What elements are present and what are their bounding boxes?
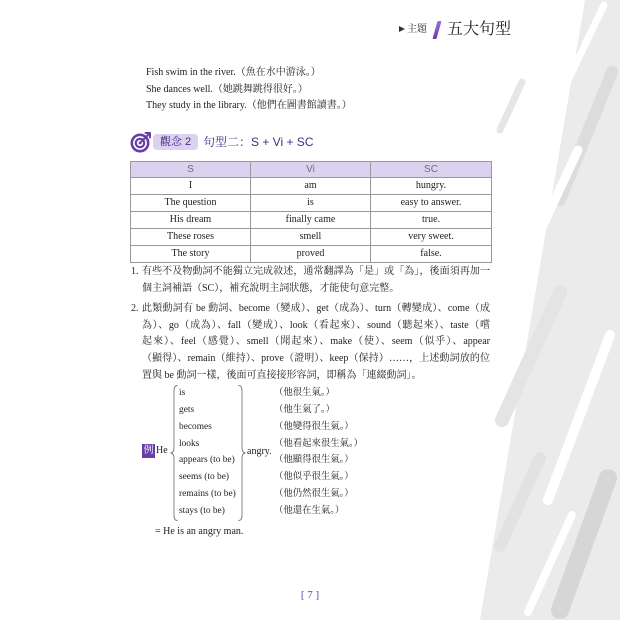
chapter-title: 五大句型 (447, 21, 512, 38)
note-line: 置與 be 動詞一樣，後面可直接接形容詞，即稱為「連綴動詞」。 (142, 369, 422, 381)
note-line: 為）、go（成為）、fall（變成）、look（看起來）、sound（聽起來）、taste（嚐 (142, 319, 490, 331)
example-sentence: She dances well.（她跳舞跳得很好。） (146, 83, 308, 95)
example-complement: angry. (247, 446, 272, 457)
note-line: （顯得）、remain（維持）、prove（證明）、keep（保持）……，上述動詞放的位 (142, 353, 490, 365)
verb-option: gets (179, 404, 195, 415)
example-badge: 例 (143, 445, 154, 456)
example-equivalent: = He is an angry man. (155, 526, 244, 537)
table-cell-verb: proved (251, 246, 371, 263)
target-icon (130, 131, 152, 153)
concept-title: 句型二：S + Vi + SC (203, 135, 314, 149)
table-header-complement: SC (371, 162, 492, 178)
note-line: 起來）、feel（感覺）、smell（聞起來）、make（使）、seem（似乎）、appear (142, 336, 490, 348)
translation-list (274, 385, 363, 520)
translation-line: （他似乎很生氣。） (274, 472, 354, 483)
play-triangle-icon (399, 26, 405, 32)
verb-option: remains (to be) (179, 489, 236, 500)
page-number: [ 7 ] (300, 589, 320, 601)
verb-option: is (179, 388, 186, 398)
table-cell-verb: smell (251, 229, 371, 246)
table-header-row (131, 162, 492, 178)
concept-badge: 觀念 2 (153, 134, 198, 150)
sentence-pattern-table (130, 161, 492, 263)
translation-line: （他顯得很生氣。） (274, 455, 354, 466)
translation-line: （他還在生氣。） (274, 505, 345, 516)
table-cell-verb: is (251, 195, 371, 212)
table-cell-complement: false. (371, 246, 492, 263)
translation-line: （他生氣了。） (274, 404, 335, 415)
table-cell-complement: true. (371, 212, 492, 229)
note-item (131, 264, 490, 297)
left-brace-icon (170, 385, 178, 521)
note-number: 2. (131, 303, 139, 314)
table-cell-subject: These roses (131, 229, 251, 246)
verb-option: seems (to be) (179, 472, 229, 483)
table-header-verb: Vi (251, 162, 371, 178)
topic-label: 主題 (407, 24, 427, 35)
translation-line: （他仍然很生氣。） (274, 489, 354, 500)
translation-line: （他變得很生氣。） (274, 421, 354, 432)
example-subject: He (156, 445, 168, 456)
table-cell-subject: The question (131, 195, 251, 212)
table-row (131, 229, 492, 246)
table-row (131, 178, 492, 195)
example-sentence: Fish swim in the river.（魚在水中游泳。） (146, 67, 321, 78)
note-line: 有些不及物動詞不能獨立完成敘述，通常翻譯為「是」或「為」，後面須再加一 (142, 266, 490, 277)
translation-line: （他看起來很生氣。） (274, 438, 364, 449)
table-header-subject: S (131, 162, 251, 178)
example-sentence: They study in the library.（他們在圖書館讀書。） (146, 100, 352, 111)
note-line: 此類動詞有 be 動詞、become（變成）、get（成為）、turn（轉變成）、come（成 (142, 303, 490, 314)
translation-line: （他很生氣。） (274, 388, 335, 398)
table-row (131, 212, 492, 229)
table-cell-subject: I (131, 178, 251, 195)
table-row (131, 246, 492, 263)
verb-option: becomes (179, 421, 212, 432)
table-cell-complement: hungry. (371, 178, 492, 195)
table-cell-complement: easy to answer. (371, 195, 492, 212)
table-cell-complement: very sweet. (371, 229, 492, 246)
table-cell-subject: His dream (131, 212, 251, 229)
note-line: 個主詞補語（SC），補充說明主詞狀態，才能使句意完整。 (142, 282, 400, 294)
table-cell-verb: am (251, 178, 371, 195)
note-number: 1. (131, 266, 139, 277)
verb-option: looks (179, 438, 200, 449)
table-cell-subject: The story (131, 246, 251, 263)
verb-option: stays (to be) (179, 505, 225, 516)
note-item (131, 301, 490, 384)
verb-option: appears (to be) (179, 455, 235, 466)
table-cell-verb: finally came (251, 212, 371, 229)
right-brace-icon (238, 385, 246, 521)
intro-examples (146, 65, 352, 115)
verb-options (179, 385, 236, 520)
table-row (131, 195, 492, 212)
